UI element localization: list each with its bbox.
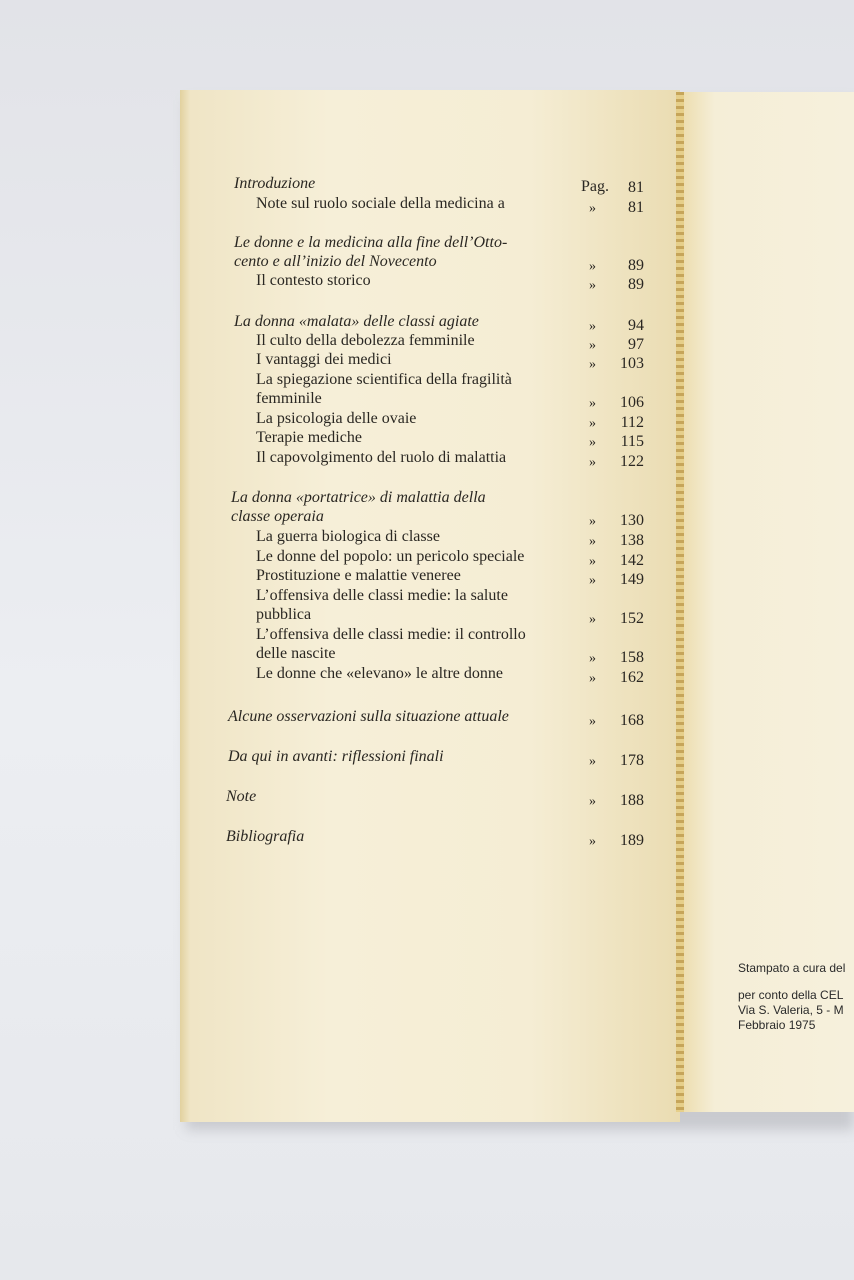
ditto-mark: » <box>589 338 596 353</box>
toc-entry-title: L’offensiva delle classi medie: la salute <box>256 587 508 604</box>
toc-entry-page: 81 <box>628 179 644 196</box>
ditto-mark: » <box>589 554 596 569</box>
imprint-line-4: Febbraio 1975 <box>738 1018 816 1032</box>
toc-entry-page: 97 <box>628 336 644 353</box>
toc-entry-page: 94 <box>628 317 644 334</box>
toc-entry-page: 152 <box>620 610 644 627</box>
toc-entry-title: Note <box>226 788 257 805</box>
toc-entry-title: delle nascite <box>256 645 336 662</box>
toc-entry-title: L’offensiva delle classi medie: il controllo <box>256 626 526 643</box>
ditto-mark: » <box>589 834 596 849</box>
toc-entry-title: Terapie mediche <box>256 429 362 446</box>
ditto-mark: » <box>589 612 596 627</box>
toc-entry-page: 103 <box>620 355 644 372</box>
toc-entry-title: cento e all’inizio del Novecento <box>234 253 437 270</box>
toc-entry-title: La psicologia delle ovaie <box>256 410 417 427</box>
toc-entry-title: Le donne del popolo: un pericolo speciale <box>256 548 525 565</box>
imprint-line-2: per conto della CEL <box>738 988 844 1002</box>
toc-entry-title: Note sul ruolo sociale della medicina a <box>256 195 505 212</box>
toc-entry-title: Il culto della debolezza femminile <box>256 332 475 349</box>
ditto-mark: » <box>589 455 596 470</box>
ditto-mark: » <box>589 754 596 769</box>
toc-entry-title: Le donne che «elevano» le altre donne <box>256 665 503 682</box>
toc-entry-title: Introduzione <box>234 175 316 192</box>
toc-entry-title: femminile <box>256 390 322 407</box>
ditto-mark: » <box>589 514 596 529</box>
toc-entry-page: 89 <box>628 257 644 274</box>
toc-entry-page: 142 <box>620 552 644 569</box>
toc-entry-page: 122 <box>620 453 644 470</box>
toc-entry-page: 162 <box>620 669 644 686</box>
toc-entry-page: 178 <box>620 752 644 769</box>
toc-entry-page: 115 <box>620 433 644 450</box>
imprint-area <box>680 92 854 1112</box>
ditto-mark: » <box>589 357 596 372</box>
ditto-mark: » <box>589 396 596 411</box>
toc-entry-page: 138 <box>620 532 644 549</box>
ditto-mark: » <box>589 201 596 216</box>
toc-entry-title: La spiegazione scientifica della fragilità <box>256 371 512 388</box>
toc-entry-page: 188 <box>620 792 644 809</box>
toc-entry-title: classe operaia <box>231 508 324 525</box>
toc-entry-page: 130 <box>620 512 644 529</box>
ditto-mark: » <box>589 259 596 274</box>
pag-label: Pag. <box>581 178 609 195</box>
ditto-mark: » <box>589 534 596 549</box>
toc-entry-page: 89 <box>628 276 644 293</box>
toc-entry-title: I vantaggi dei medici <box>256 351 392 368</box>
toc-entry-title: Bibliografia <box>226 828 305 845</box>
toc-entry-page: 112 <box>620 414 644 431</box>
toc-entry-title: La guerra biologica di classe <box>256 528 440 545</box>
toc-entry-title: Prostituzione e malattie veneree <box>256 567 461 584</box>
toc-entry-title: pubblica <box>256 606 312 623</box>
ditto-mark: » <box>589 714 596 729</box>
ditto-mark: » <box>589 671 596 686</box>
toc-entry-page: 158 <box>620 649 644 666</box>
toc-entry-title: Alcune osservazioni sulla situazione attuale <box>228 708 509 725</box>
toc-entry-title: Il contesto storico <box>256 272 371 289</box>
toc-entry-page: 168 <box>620 712 644 729</box>
imprint-line-1: Stampato a cura del <box>738 961 846 975</box>
toc-entry-title: La donna «malata» delle classi agiate <box>234 313 479 330</box>
toc-entry-page: 189 <box>620 832 644 849</box>
ditto-mark: » <box>589 319 596 334</box>
ditto-mark: » <box>589 435 596 450</box>
ditto-mark: » <box>589 416 596 431</box>
toc-entry-page: 149 <box>620 571 644 588</box>
ditto-mark: » <box>589 573 596 588</box>
toc-entry-title: Le donne e la medicina alla fine dell’Otto- <box>234 234 508 251</box>
toc-entry-page: 81 <box>628 199 644 216</box>
ditto-mark: » <box>589 794 596 809</box>
ditto-mark: » <box>589 278 596 293</box>
toc-entry-title: La donna «portatrice» di malattia della <box>231 489 486 506</box>
ditto-mark: » <box>589 651 596 666</box>
toc-entry-page: 106 <box>620 394 644 411</box>
imprint-line-3: Via S. Valeria, 5 - M <box>738 1003 844 1017</box>
toc-entry-title: Il capovolgimento del ruolo di malattia <box>256 449 507 466</box>
toc-entry-title: Da qui in avanti: riflessioni finali <box>228 748 444 765</box>
